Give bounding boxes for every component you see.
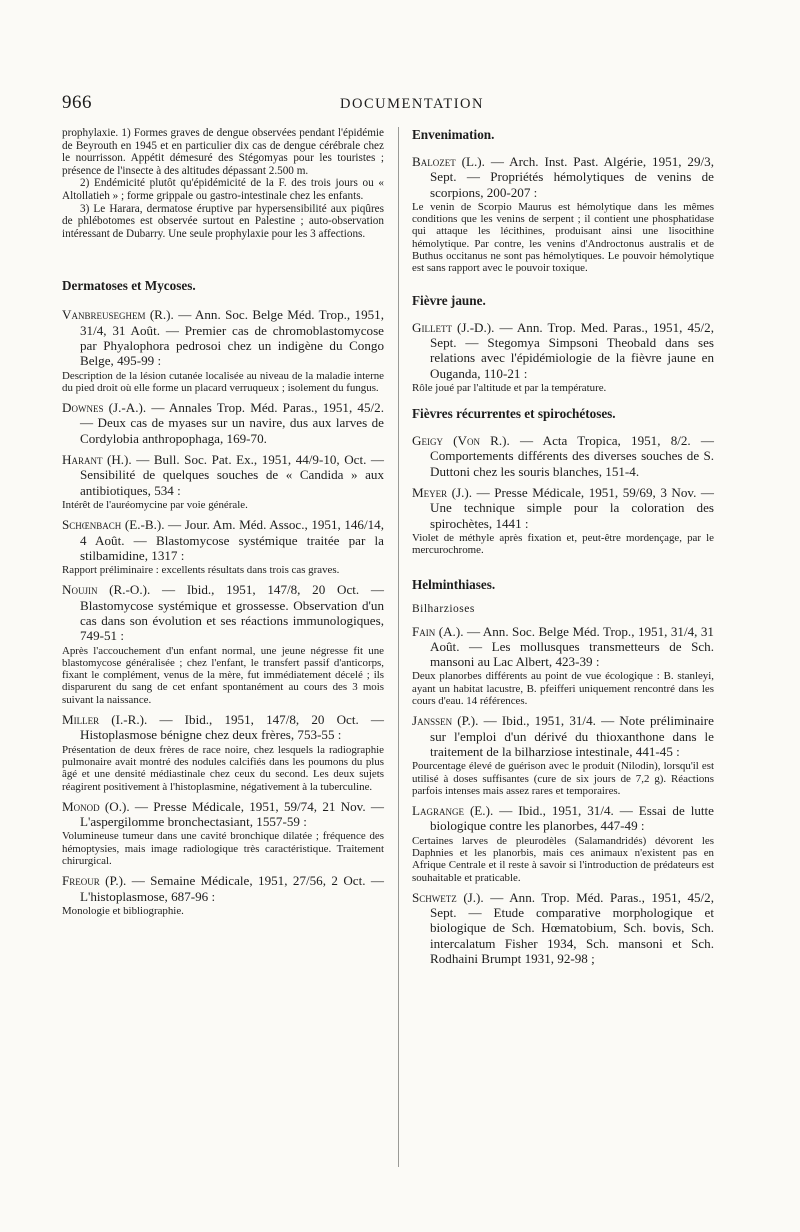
entry-lagrange xyxy=(412,803,714,884)
entry-author: Gillett (J.-D.). xyxy=(412,319,495,335)
entry-note: Rapport préliminaire : excellents résultats dans trois cas graves. xyxy=(62,564,340,577)
entry-author: Miller (I.-R.). xyxy=(62,712,148,728)
right-column xyxy=(412,127,714,966)
entry-reference: — Annales Trop. Méd. Paras., 1951, 45/2. — Deux cas de myases sur un navire, dus aux larves de Cordylobia anthropophaga, 169-70. xyxy=(80,400,384,446)
entry-gillett xyxy=(412,320,714,394)
entry-author: Schœnbach (E.-B.). xyxy=(62,517,165,533)
entry-author: Vanbreuseghem (R.). xyxy=(62,307,174,323)
entry-downes xyxy=(62,400,384,446)
entry-author: Freour (P.). xyxy=(62,873,127,889)
entry-note: Certaines larves de pleurodèles (Salamandridés) dévorent les Daphnies et les planorbis, mais ces animaux n'existent pas en Afrique Centrale et il reste à savoir si l'introduction de prédateurs est souhaitable et praticable. xyxy=(412,834,714,884)
entry-reference: — Semaine Médicale, 1951, 27/56, 2 Oct. — L'histoplasmose, 687-96 : xyxy=(80,873,384,904)
entry-note: Deux planorbes différents au point de vue écologique : B. stanleyi, ayant un habitat lacustre, B. pfeifferi uniquement rencontré dans les cours d'eau. 14 références. xyxy=(412,670,714,708)
entry-note: Présentation de deux frères de race noire, chez lesquels la radiographie pulmonaire avait montré des nodules calcifiés dans les poumons du plus âgé et une densité médiastinale chez ceux du second. Les deux sujets réagirent positivement à l'histoplasmine, négativement à la tuberculine. xyxy=(62,743,384,793)
entry-balozet xyxy=(412,154,714,275)
entry-miller xyxy=(62,712,384,793)
entry-author: Schwetz (J.). xyxy=(412,889,484,905)
page-number: 966 xyxy=(62,92,92,113)
entry-freour xyxy=(62,873,384,917)
entry-reference: — Bull. Soc. Pat. Ex., 1951, 44/9-10, Oct. — Sensibilité de quelques souches de « Candida » aux antibiotiques, 534 : xyxy=(80,452,384,498)
section-title-dermatoses: Dermatoses et Mycoses. xyxy=(62,278,196,294)
entry-note: Pourcentage élevé de guérison avec le produit (Nilodin), lorsqu'il est utilisé à doses suffisantes (cure de six jours de 7,2 g). Réactions parfois intenses mais assez rares et temporaires. xyxy=(412,760,714,797)
intro-paragraph-3: 3) Le Harara, dermatose éruptive par hypersensibilité aux piqûres de phlébotomes est observée surtout en Palestine ; auto-observation intéressant de Dubarry. Une seule prophylaxie pour les 3 affections. xyxy=(62,202,384,240)
entry-reference: — Ann. Trop. Med. Paras., 1951, 45/2, Sept. — Stegomya Simpsoni Theobald dans ses relations avec l'épidémiologie de la fièvre jaune en Ouganda, 110-21 : xyxy=(430,319,714,381)
section-title-helminthiases: Helminthiases. xyxy=(412,576,496,592)
entry-author: Geigy (Von R.). xyxy=(412,433,510,449)
entry-note: Rôle joué par l'altitude et par la température. xyxy=(412,381,607,394)
entry-geigy xyxy=(412,433,714,479)
entry-reference: — Acta Tropica, 1951, 8/2. — Comportements différents des diverses souches de S. Duttoni chez les souris blanches, 151-4. xyxy=(430,433,715,479)
entry-author: Balozet (L.). xyxy=(412,154,485,169)
entry-author: Noujin (R.-O.). xyxy=(62,582,151,598)
entry-note: Après l'accouchement d'un enfant normal, une jeune négresse fit une blastomycose généralisée ; chez l'enfant, le transfert passif d'anticorps, fixant le complément, venus de la mère, fut immédiatement décelé ; ils disparurent du sang de cet enfant spontanément au cours des 3 mois suivant la naissance. xyxy=(62,644,384,706)
entry-note: Intérêt de l'auréomycine par voie générale. xyxy=(62,498,248,511)
section-title-fievres-recurrentes: Fièvres récurrentes et spirochétoses. xyxy=(412,406,616,422)
entry-note: Violet de méthyle après fixation et, peut-être mordençage, par le mercurochrome. xyxy=(412,531,714,557)
entry-meyer xyxy=(412,485,714,556)
entry-reference: — Ann. Soc. Belge Méd. Trop., 1951, 31/4, 31 Août. — Les mollusques transmetteurs de Sch. mansoni au Lac Albert, 423-39 : xyxy=(430,623,714,670)
intro-paragraph-2: 2) Endémicité plutôt qu'épidémicité de la F. des trois jours ou « Altollatieh » ; forme grippale ou gastro-intestinale chez les enfants. xyxy=(62,177,384,202)
entry-note: Monologie et bibliographie. xyxy=(62,904,184,917)
entry-author: Lagrange (E.). xyxy=(412,803,494,819)
entry-author: Fain (A.). xyxy=(412,623,464,639)
entry-reference: — Presse Médicale, 1951, 59/69, 3 Nov. — Une technique simple pour la coloration des spirochètes, 1441 : xyxy=(430,485,714,531)
entry-reference: — Ann. Soc. Belge Méd. Trop., 1951, 31/4, 31 Août. — Premier cas de chromoblastomycose par Phyalophora pedrosoi chez un indigène du Congo Belge, 495-99 : xyxy=(80,307,385,369)
section-title-fievre-jaune: Fièvre jaune. xyxy=(412,292,486,308)
entry-reference: — Ibid., 1951, 147/8, 20 Oct. — Blastomycose systémique et grossesse. Observation d'un cas dans son évolution et ses réactions immunologiques, 749-51 : xyxy=(80,582,384,644)
entry-monod xyxy=(62,799,384,867)
entry-schwetz xyxy=(412,890,714,966)
entry-reference: — Ibid., 1951, 31/4. — Essai de lutte biologique contre les planorbes, 447-49 : xyxy=(430,803,714,834)
entry-harant xyxy=(62,452,384,511)
entry-fain xyxy=(412,624,714,708)
entry-note: Volumineuse tumeur dans une cavité bronchique dilatée ; fréquence des hémoptysies, mais image radiologique très caractéristique. Traitement chirurgical. xyxy=(62,830,384,868)
entry-note: Description de la lésion cutanée localisée au niveau de la maladie interne du pied droit où elle forme un placard verruqueux ; isolement du fungus. xyxy=(62,369,384,394)
intro-paragraph-1: prophylaxie. 1) Formes graves de dengue observées pendant l'épidémie de Beyrouth en 1945 et en particulier dix cas de dengue cérébrale chez le nourrisson. Appétit démesuré des Stégomyas pour les touristes ; présence de l'insecte à des altitudes dépassant 2.500 m. xyxy=(62,127,384,177)
entry-janssen xyxy=(412,713,714,797)
entry-author: Downes (J.-A.). xyxy=(62,400,147,416)
left-column xyxy=(62,127,384,917)
entry-reference: — Jour. Am. Méd. Assoc., 1951, 146/14, 4 Août. — Blastomycose systémique traitée par la stilbamidine, 1317 : xyxy=(80,517,384,563)
entry-author: Janssen (P.). xyxy=(412,713,479,729)
entry-reference: — Presse Médicale, 1951, 59/74, 21 Nov. — L'aspergilomme bronchectasiant, 1557-59 : xyxy=(80,798,385,830)
entry-reference: — Arch. Inst. Past. Algérie, 1951, 29/3, Sept. — Propriétés hémolytiques de venins de scorpions, 200-207 : xyxy=(430,154,714,200)
entry-author: Meyer (J.). xyxy=(412,485,473,501)
entry-reference: — Ibid., 1951, 147/8, 20 Oct. — Histoplasmose bénigne chez deux frères, 753-55 : xyxy=(80,712,384,743)
entry-schoenbach xyxy=(62,517,384,576)
running-title: DOCUMENTATION xyxy=(340,96,484,112)
entry-author: Harant (H.). xyxy=(62,452,132,468)
subsection-title-bilharzioses: Bilharzioses xyxy=(412,602,475,615)
entry-noujin xyxy=(62,582,384,706)
column-divider xyxy=(398,127,399,1167)
entry-author: Monod (O.). xyxy=(62,798,130,814)
entry-reference: — Ann. Trop. Méd. Paras., 1951, 45/2, Sept. — Etude comparative morphologique et biologique de Sch. Hœmatobium, Sch. bovis, Sch. intercalatum Fisher 1934, Sch. mansoni et Sch. Rodhaini Brumpt 1931, 92-98 ; xyxy=(430,889,714,967)
entry-vanbreuseghem xyxy=(62,307,384,394)
entry-note: Le venin de Scorpio Maurus est hémolytique dans les mêmes conditions que les venins de serpent ; il contient une phosphatidase qui attaque les lécithines, produisant ainsi une lisocithine hémolytique. Par contre, les venins d'Androctonus australis et de Buthus occitanus ne sont pas hémolytiques. Le pouvoir hémolytique est sans rapport avec le pouvoir toxique. xyxy=(412,200,714,275)
section-title-envenimation: Envenimation. xyxy=(412,127,495,142)
entry-reference: — Ibid., 1951, 31/4. — Note préliminaire sur l'emploi d'un dérivé du thioxanthone dans le traitement de la bilharziose intestinale, 441-45 : xyxy=(430,713,714,759)
